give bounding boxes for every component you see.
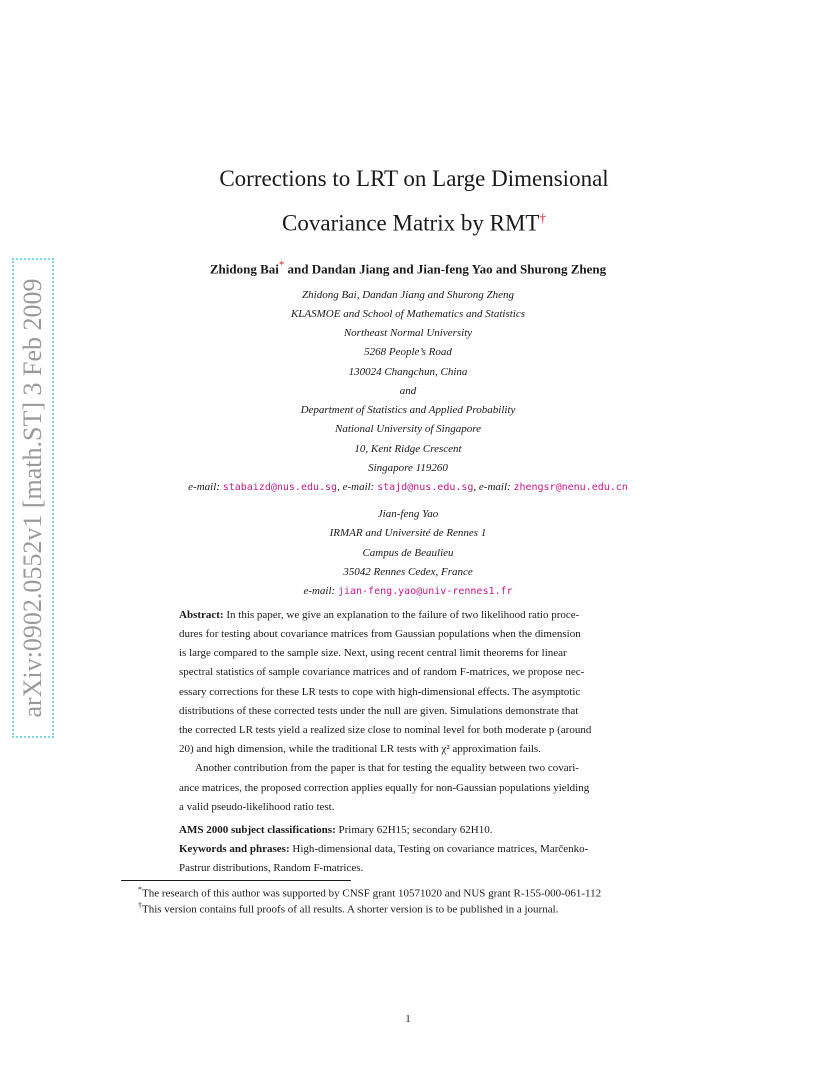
affiliation-line: IRMAR and Université de Rennes 1: [329, 527, 487, 539]
ams-classification: [179, 824, 639, 836]
affiliation-line: Singapore 119260: [368, 462, 448, 474]
ams-label: AMS 2000 subject classifications:: [179, 824, 336, 836]
paper-title-text: Covariance Matrix by RMT: [282, 210, 540, 236]
email-line: [0, 481, 816, 493]
footnote: [138, 901, 558, 916]
paper-title-line-2: [0, 210, 828, 237]
abstract-line: Another contribution from the paper is that for testing the equality between two covari-: [195, 762, 579, 774]
keywords-line: [179, 843, 639, 855]
email-label: , e-mail:: [337, 481, 375, 493]
abstract-line: essary corrections for these LR tests to cope with high-dimensional effects. The asymptotic: [179, 686, 581, 698]
footnote-mark: †: [138, 901, 142, 910]
abstract-line: distributions of these corrected tests under the null are given. Simulations demonstrate that: [179, 705, 579, 717]
author-list: [0, 259, 816, 277]
email-label: , e-mail:: [473, 481, 511, 493]
email-link-bai[interactable]: stabaizd@nus.edu.sg: [222, 482, 338, 493]
footnote-mark: *: [138, 885, 142, 894]
abstract-line: [179, 609, 639, 621]
author-footnote-mark[interactable]: *: [278, 259, 285, 271]
email-label: e-mail:: [188, 481, 220, 493]
ams-text: Primary 62H15; secondary 62H10.: [335, 824, 493, 836]
affiliation-line: 130024 Changchun, China: [348, 366, 468, 378]
abstract-line: spectral statistics of sample covariance matrices and of random F-matrices, we propose nec-: [179, 666, 585, 678]
affiliation-line: 35042 Rennes Cedex, France: [343, 566, 473, 578]
affiliation-line: KLASMOE and School of Mathematics and Statistics: [290, 308, 526, 320]
affiliation-line: and: [399, 385, 417, 397]
affiliation-line: Campus de Beaulieu: [362, 547, 454, 559]
footnote-rule: [121, 880, 351, 881]
email-label: e-mail:: [303, 585, 336, 597]
arxiv-identifier: arXiv:0902.0552v1 [math.ST] 3 Feb 2009: [18, 278, 47, 718]
abstract-text: In this paper, we give an explanation to the failure of two likelihood ratio proce-: [223, 609, 580, 621]
abstract-line: dures for testing about covariance matrices from Gaussian populations when the dimension: [179, 628, 581, 640]
paper-title-line-1: Corrections to LRT on Large Dimensional: [219, 166, 609, 191]
keywords-label: Keywords and phrases:: [179, 843, 290, 855]
abstract-line: the corrected LR tests yield a realized size close to nominal level for both moderate p (around: [179, 724, 592, 736]
title-footnote-mark[interactable]: †: [539, 210, 546, 225]
footnote: [138, 885, 601, 900]
affiliation-line: National University of Singapore: [335, 423, 481, 435]
footnote-text: This version contains full proofs of all results. A shorter version is to be published in a journal.: [142, 903, 559, 916]
keywords-text: High-dimensional data, Testing on covariance matrices, Marčenko-: [289, 843, 589, 855]
email-link-yao[interactable]: jian-feng.yao@univ-rennes1.fr: [337, 586, 513, 597]
affiliation-line: Department of Statistics and Applied Probability: [300, 404, 516, 416]
email-link-jiang[interactable]: stajd@nus.edu.sg: [377, 482, 474, 493]
abstract-line: ance matrices, the proposed correction applies equally for non-Gaussian populations yielding: [179, 782, 590, 794]
affiliation-line: Jian-feng Yao: [377, 508, 439, 520]
affiliation-line: 10, Kent Ridge Crescent: [354, 443, 462, 455]
affiliation-line: Zhidong Bai, Dandan Jiang and Shurong Zheng: [302, 289, 514, 301]
email-link-zheng[interactable]: zhengsr@nenu.edu.cn: [513, 482, 628, 493]
first-author: Zhidong Bai: [209, 261, 279, 277]
affiliation-line: Northeast Normal University: [343, 327, 473, 339]
keywords-line: Pastrur distributions, Random F-matrices.: [179, 862, 364, 874]
affiliation-line: 5268 People’s Road: [364, 346, 452, 358]
abstract-line: is large compared to the sample size. Next, using recent central limit theorems for linear: [179, 647, 567, 659]
other-authors: and Dandan Jiang and Jian-feng Yao and Shurong Zheng: [287, 261, 607, 277]
abstract-line: 20) and high dimension, while the traditional LR tests with χ² approximation fails.: [179, 743, 541, 755]
abstract-label: Abstract:: [179, 609, 224, 621]
email-line: [0, 585, 816, 597]
abstract-line: a valid pseudo-likelihood ratio test.: [179, 801, 335, 813]
page-number: 1: [405, 1013, 411, 1025]
footnote-text: The research of this author was supported by CNSF grant 10571020 and NUS grant R-155-000-061-112: [142, 887, 602, 900]
